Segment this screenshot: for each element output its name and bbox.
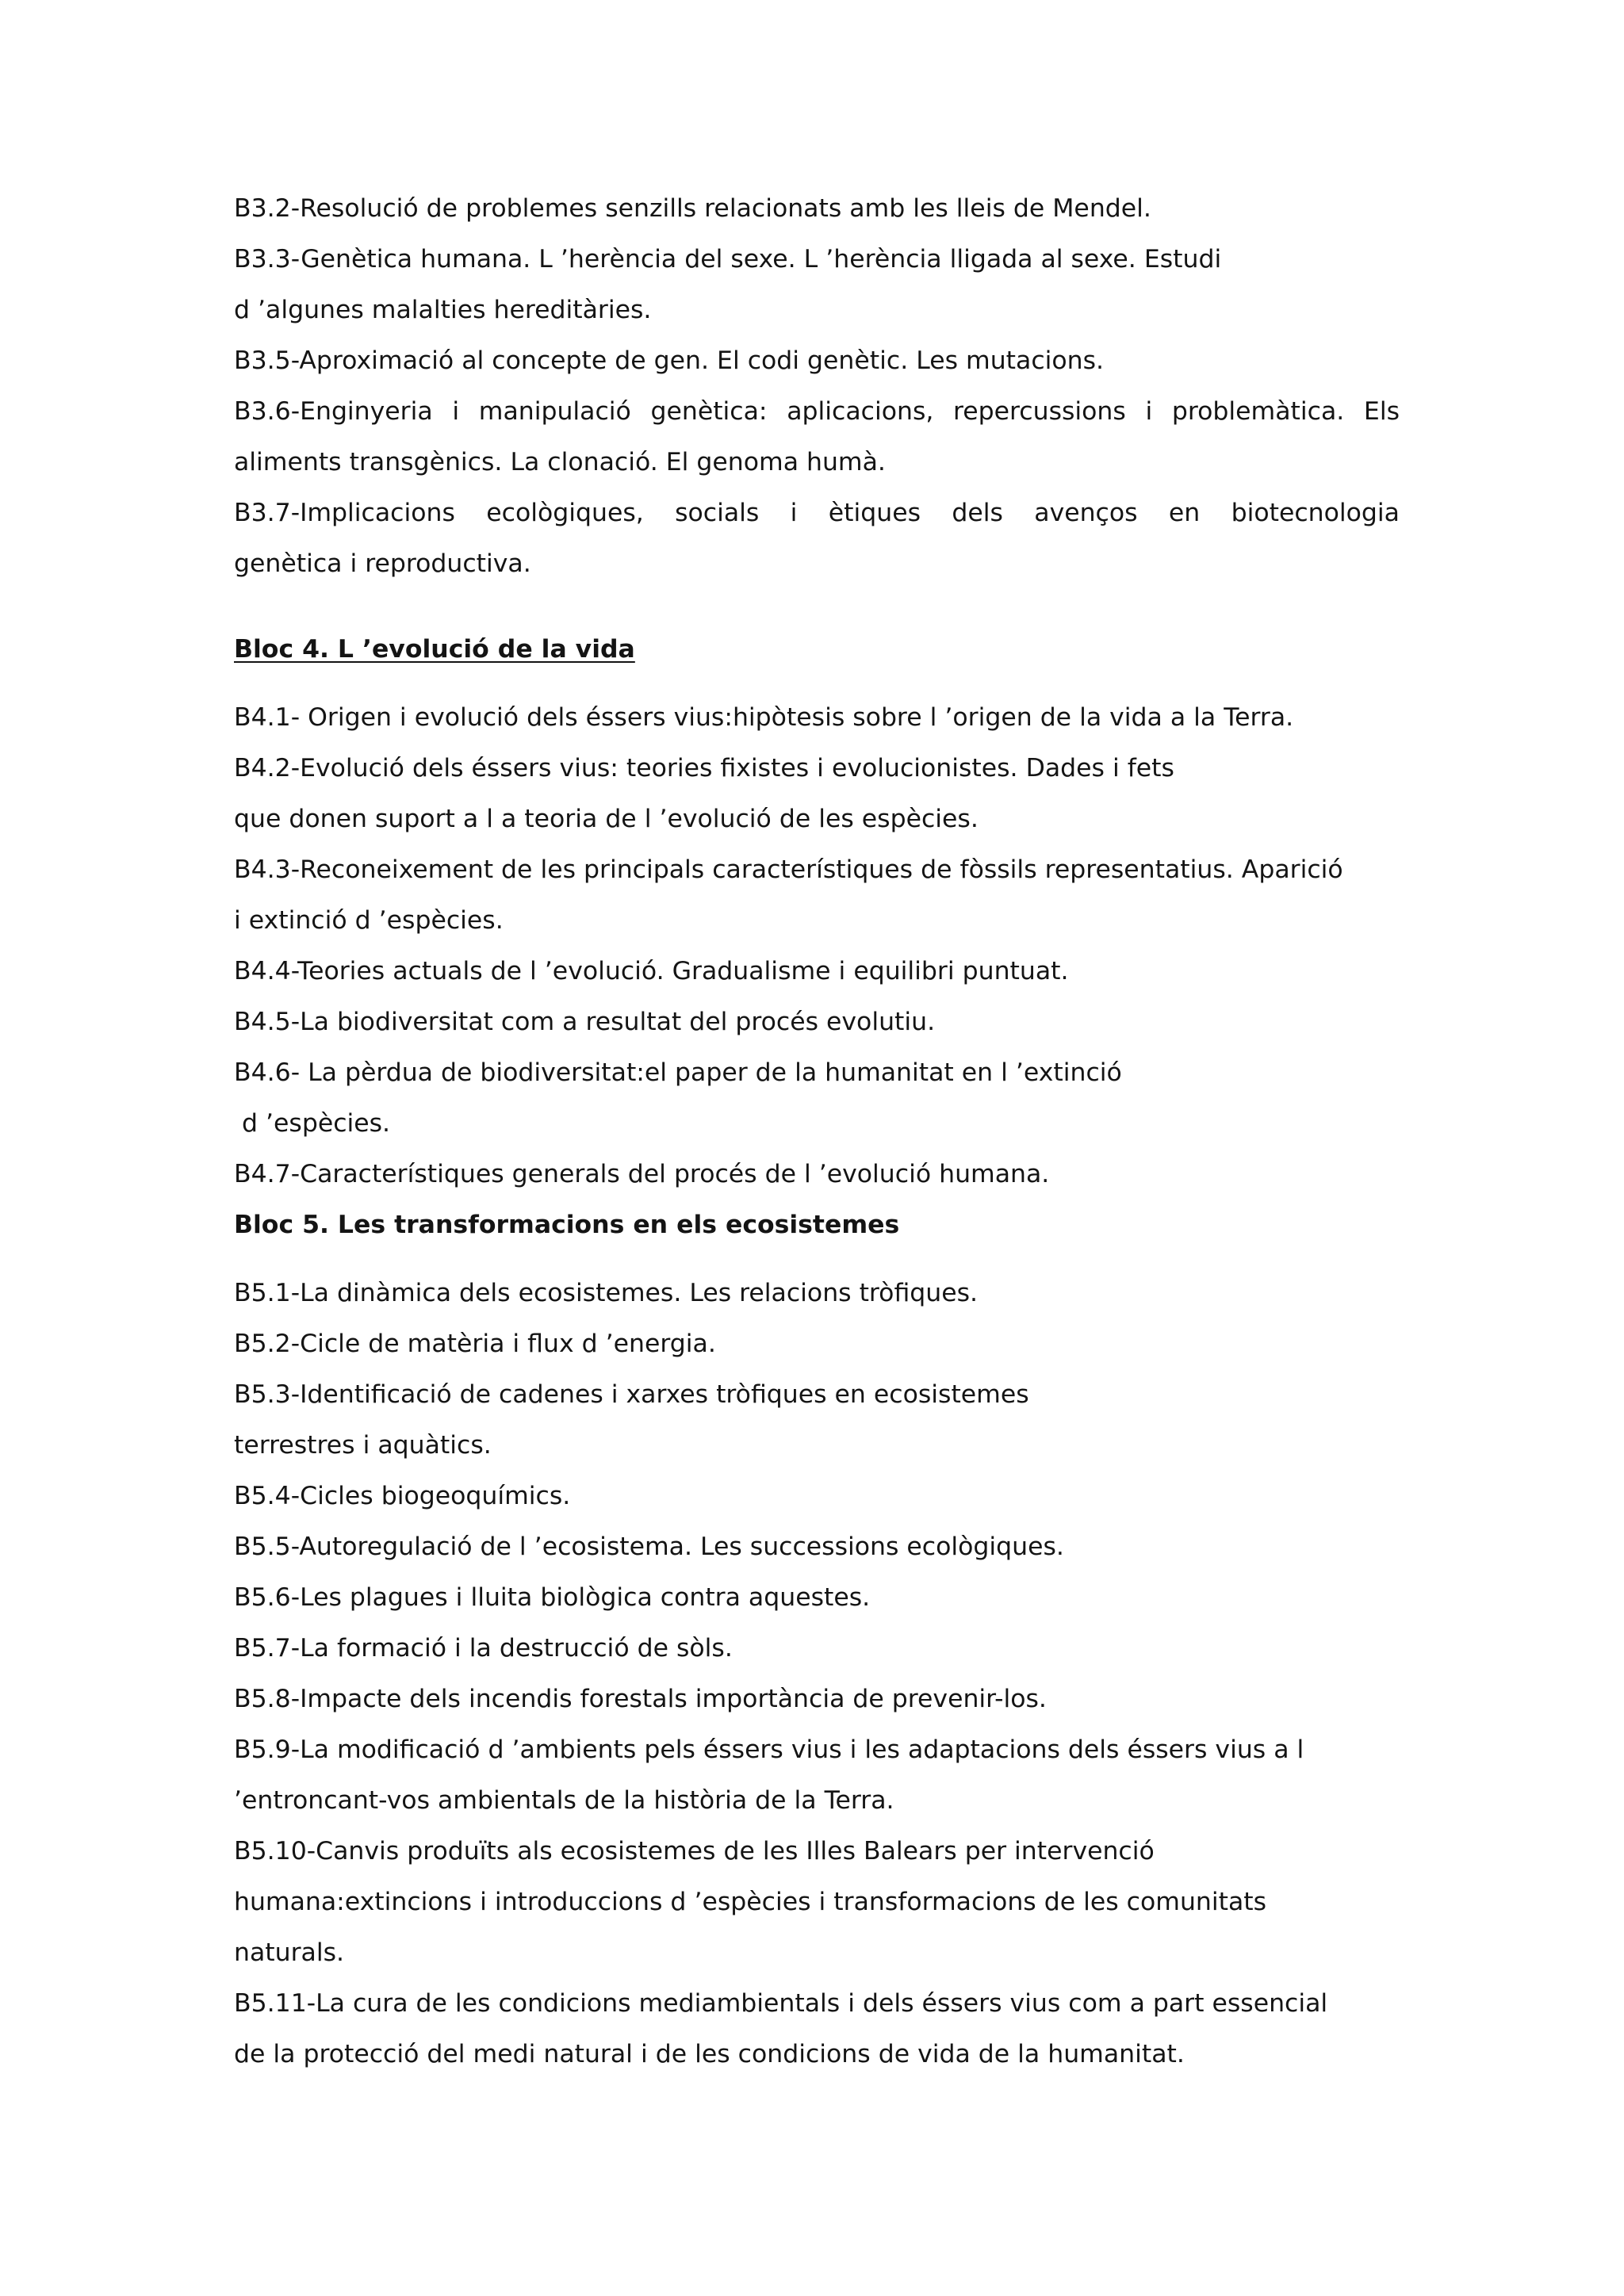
item-b5-1: B5.1-La dinàmica dels ecosistemes. Les relacions tròfiques.: [234, 1279, 979, 1307]
item-b5-9-cont: ’entroncant-vos ambientals de la història de la Terra.: [234, 1786, 894, 1815]
item-b5-4: B5.4-Cicles biogeoquímics.: [234, 1482, 571, 1510]
item-b4-2-cont: que donen suport a l a teoria de l ’evolució de les espècies.: [234, 805, 979, 833]
heading-bloc-5: Bloc 5. Les transformacions en els ecosistemes: [234, 1211, 900, 1239]
item-b5-3: B5.3-Identificació de cadenes i xarxes tròfiques en ecosistemes: [234, 1380, 1029, 1409]
item-b4-6: B4.6- La pèrdua de biodiversitat:el paper de la humanitat en l ’extinció: [234, 1058, 1122, 1087]
item-b4-3-cont: i extinció d ’espècies.: [234, 906, 504, 935]
item-b5-7: B5.7-La formació i la destrucció de sòls.: [234, 1634, 733, 1663]
item-b5-10-cont: humana:extincions i introduccions d ’espècies i transformacions de les comunitats: [234, 1888, 1267, 1916]
item-b3-7-cont: genètica i reproductiva.: [234, 549, 531, 578]
item-b5-11: B5.11-La cura de les condicions mediambientals i dels éssers vius com a part essencial: [234, 1989, 1328, 2018]
item-b5-10: B5.10-Canvis produïts als ecosistemes de les Illes Balears per intervenció: [234, 1837, 1155, 1866]
item-b4-5: B4.5-La biodiversitat com a resultat del procés evolutiu.: [234, 1008, 936, 1036]
item-b5-11-cont: de la protecció del medi natural i de les condicions de vida de la humanitat.: [234, 2040, 1185, 2068]
item-b4-2: B4.2-Evolució dels éssers vius: teories fixistes i evolucionistes. Dades i fets: [234, 754, 1174, 783]
item-b4-3: B4.3-Reconeixement de les principals característiques de fòssils representatius. Aparició: [234, 855, 1343, 884]
item-b5-8: B5.8-Impacte dels incendis forestals importància de prevenir-los.: [234, 1685, 1047, 1713]
item-b5-3-cont: terrestres i aquàtics.: [234, 1431, 492, 1460]
item-b3-3-cont: d ’algunes malalties hereditàries.: [234, 296, 652, 324]
item-b3-7: B3.7-Implicacions ecològiques, socials i ètiques dels avenços en biotecnologia: [234, 499, 1400, 527]
item-b4-6-cont: d ’espècies.: [234, 1109, 391, 1138]
item-b4-4: B4.4-Teories actuals de l ’evolució. Gradualisme i equilibri puntuat.: [234, 957, 1069, 985]
item-b3-5: B3.5-Aproximació al concepte de gen. El codi genètic. Les mutacions.: [234, 346, 1105, 375]
item-b4-7: B4.7-Característiques generals del procés de l ’evolució humana.: [234, 1160, 1050, 1188]
item-b3-6-cont: aliments transgènics. La clonació. El genoma humà.: [234, 448, 886, 476]
item-b4-1: B4.1- Origen i evolució dels éssers vius:hipòtesis sobre l ’origen de la vida a la Terra.: [234, 703, 1294, 732]
item-b5-2: B5.2-Cicle de matèria i flux d ’energia.: [234, 1330, 716, 1358]
item-b3-2: B3.2-Resolució de problemes senzills relacionats amb les lleis de Mendel.: [234, 194, 1151, 223]
item-b5-6: B5.6-Les plagues i lluita biològica contra aquestes.: [234, 1583, 871, 1612]
item-b5-9: B5.9-La modificació d ’ambients pels éssers vius i les adaptacions dels éssers vius a l: [234, 1735, 1304, 1764]
heading-bloc-4: Bloc 4. L ’evolució de la vida: [234, 635, 635, 664]
item-b3-6: B3.6-Enginyeria i manipulació genètica: aplicacions, repercussions i problemàtica. Els: [234, 397, 1400, 426]
item-b5-10-cont-2: naturals.: [234, 1938, 345, 1967]
item-b3-3: B3.3-Genètica humana. L ’herència del sexe. L ’herència lligada al sexe. Estudi: [234, 245, 1222, 274]
item-b5-5: B5.5-Autoregulació de l ’ecosistema. Les successions ecològiques.: [234, 1533, 1064, 1561]
